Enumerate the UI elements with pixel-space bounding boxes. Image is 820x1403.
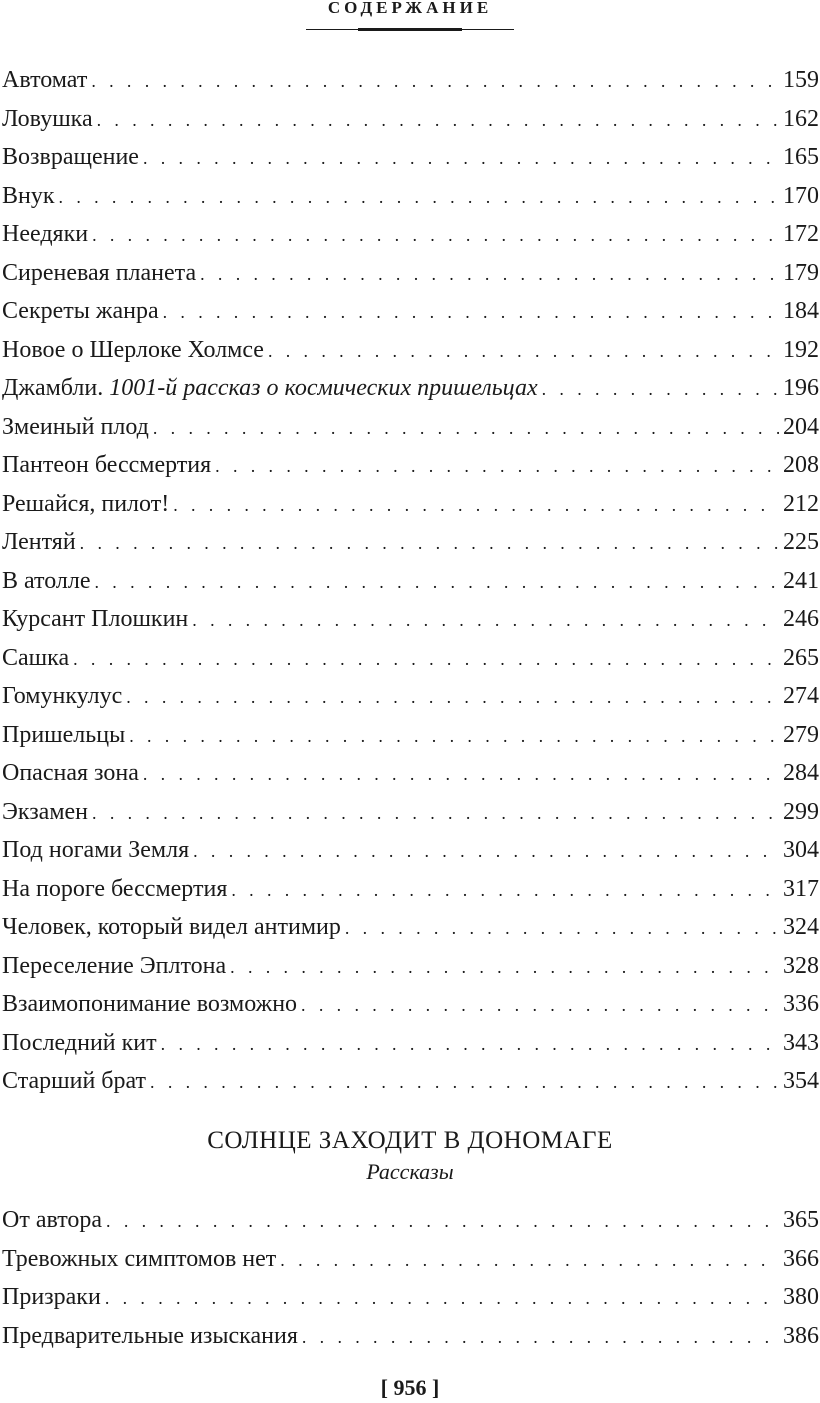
dot-leader (193, 832, 779, 871)
dot-leader (95, 563, 780, 602)
toc-entry-page: 354 (783, 1068, 819, 1094)
toc-entry-page: 304 (783, 837, 819, 863)
toc-entry[interactable] (0, 523, 820, 562)
toc-entry[interactable] (0, 215, 820, 254)
toc-entry-page: 328 (783, 952, 819, 979)
toc-entry[interactable] (0, 985, 820, 1024)
dot-leader (192, 601, 779, 640)
toc-entry-page: 246 (783, 606, 819, 632)
dot-leader (268, 332, 779, 371)
toc-entry-title: Тревожных симптомов нет (2, 1245, 277, 1272)
toc-entry-page: 279 (783, 721, 819, 748)
toc-entry-page: 204 (783, 413, 819, 440)
toc-entry[interactable] (0, 100, 820, 139)
toc-entry[interactable] (0, 446, 820, 485)
dot-leader (231, 871, 779, 910)
toc-entry[interactable] (0, 177, 820, 216)
toc-entry-page: 192 (783, 336, 819, 363)
dot-leader (345, 909, 779, 948)
dot-leader (153, 409, 779, 448)
toc-entry-page: 343 (783, 1029, 819, 1056)
dot-leader (126, 678, 779, 717)
dot-leader (73, 640, 779, 679)
toc-entry[interactable] (0, 562, 820, 601)
section-title: СОЛНЦЕ ЗАХОДИТ В ДОНОМАГЕ (207, 1127, 613, 1154)
toc-entry-subtitle: 1001-й рассказ о космических пришельцах (109, 375, 538, 401)
toc-entry-title: Решайся, пилот! (2, 490, 170, 517)
dot-leader (280, 1241, 779, 1280)
toc-entry-title: Гомункулус (2, 683, 123, 709)
toc-entry-page: 196 (783, 375, 819, 401)
dot-leader (129, 717, 779, 756)
toc-entry[interactable] (0, 61, 820, 100)
dot-leader (161, 1025, 779, 1064)
toc-entry[interactable] (0, 1240, 820, 1279)
toc-entry-page: 165 (783, 144, 819, 170)
dot-leader (173, 486, 779, 525)
toc-entry-page: 386 (783, 1322, 819, 1349)
dot-leader (215, 447, 779, 486)
toc-entry-title: Последний кит (2, 1029, 157, 1056)
dot-leader (92, 794, 779, 833)
dot-leader (59, 178, 779, 217)
toc-entry-title: Призраки (2, 1284, 101, 1310)
dot-leader (105, 1279, 779, 1318)
toc-entry-title: Экзамен (2, 798, 89, 825)
toc-entry[interactable] (0, 254, 820, 293)
toc-entry-title: Курсант Плошкин (2, 606, 189, 632)
dot-leader (80, 524, 779, 563)
toc-entry-title: Змеиный плод (2, 413, 149, 440)
running-header (0, 0, 820, 31)
toc-entry[interactable] (0, 485, 820, 524)
toc-entry-page: 284 (783, 760, 819, 786)
toc-entry-main-title: Джамбли. (2, 375, 104, 401)
dot-leader (230, 948, 779, 987)
toc-entry-page: 241 (783, 567, 819, 594)
toc-entry-title: Переселение Эплтона (2, 952, 227, 979)
toc-entry[interactable] (0, 1201, 820, 1240)
toc-entry-title: Сашка (2, 644, 70, 671)
page-number: [ 956 ] (380, 1375, 440, 1400)
dot-leader (97, 101, 779, 140)
toc-entry-title: Взаимопонимание возможно (2, 991, 298, 1017)
toc-entry-page: 208 (783, 452, 819, 478)
dot-leader (143, 139, 779, 178)
toc-entry-title: Под ногами Земля (2, 837, 190, 863)
toc-entry-title (0, 369, 538, 408)
toc-entry[interactable] (0, 1024, 820, 1063)
toc-entry[interactable] (0, 292, 820, 331)
toc-entry-page: 179 (783, 259, 819, 286)
toc-entry[interactable] (0, 600, 820, 639)
toc-entry[interactable] (0, 793, 820, 832)
toc-entry-title: Пришельцы (2, 721, 126, 748)
toc-entry[interactable] (0, 331, 820, 370)
dot-leader (200, 255, 779, 294)
section-heading (0, 1124, 820, 1186)
toc-entry[interactable] (0, 1317, 820, 1356)
toc-entry[interactable] (0, 947, 820, 986)
toc-entry-title: Секреты жанра (2, 298, 159, 324)
header-title: СОДЕРЖАНИЕ (327, 0, 493, 17)
toc-entry-page: 265 (783, 644, 819, 671)
toc-entry-page: 184 (783, 298, 819, 324)
toc-entry-title: Старший брат (2, 1068, 147, 1094)
dot-leader (542, 370, 779, 409)
toc-entry-title: Неедяки (2, 221, 89, 247)
toc-entry[interactable] (0, 1278, 820, 1317)
toc-entry-title: Человек, который видел антимир (2, 914, 341, 940)
toc-entry-page: 366 (783, 1245, 819, 1272)
toc-entry-title: Сиреневая планета (2, 259, 197, 286)
toc-entry-page: 159 (783, 67, 819, 93)
toc-entry-title: Лентяй (2, 529, 76, 555)
toc-entry[interactable] (0, 677, 820, 716)
toc-entry-title: Пантеон бессмертия (2, 452, 212, 478)
toc-entry[interactable] (0, 639, 820, 678)
toc-entry-title: Автомат (2, 67, 88, 93)
toc-entry-page: 170 (783, 182, 819, 209)
toc-entry-page: 212 (783, 490, 819, 517)
toc-entry[interactable] (0, 408, 820, 447)
toc-entry-page: 365 (783, 1207, 819, 1233)
toc-entry[interactable] (0, 754, 820, 793)
toc-entry-page: 299 (783, 798, 819, 825)
dot-leader (302, 1318, 779, 1357)
toc-entry-title: Возвращение (2, 144, 139, 170)
toc-entry[interactable] (0, 908, 820, 947)
dot-leader (92, 216, 779, 255)
dot-leader (106, 1202, 779, 1241)
toc-entry-title: От автора (2, 1207, 103, 1233)
section-subtitle: Рассказы (366, 1159, 454, 1184)
toc-entry[interactable] (0, 831, 820, 870)
toc-list-main (0, 61, 820, 1101)
dot-leader (150, 1063, 779, 1102)
toc-entry[interactable] (0, 716, 820, 755)
dot-leader (163, 293, 779, 332)
toc-entry-title: Ловушка (2, 105, 93, 132)
toc-entry-title: Внук (2, 182, 55, 209)
toc-entry-page: 162 (783, 105, 819, 132)
dot-leader (143, 755, 779, 794)
toc-entry-title: Опасная зона (2, 760, 139, 786)
toc-entry-page: 380 (783, 1284, 819, 1310)
toc-entry[interactable] (0, 138, 820, 177)
toc-entry[interactable] (0, 1062, 820, 1101)
header-rule-thick (358, 28, 462, 31)
toc-entry-page: 324 (783, 914, 819, 940)
dot-leader (91, 62, 779, 101)
toc-entry-page: 172 (783, 221, 819, 247)
toc-entry[interactable] (0, 870, 820, 909)
toc-entry-page: 225 (783, 529, 819, 555)
toc-entry-title: В атолле (2, 567, 91, 594)
toc-entry-page: 317 (783, 875, 819, 902)
header-rule (306, 28, 514, 31)
toc-entry-title: На пороге бессмертия (2, 875, 228, 902)
toc-list-section (0, 1201, 820, 1355)
toc-entry-page: 336 (783, 991, 819, 1017)
toc-entry[interactable] (0, 369, 820, 408)
toc-entry-page: 274 (783, 683, 819, 709)
dot-leader (301, 986, 779, 1025)
toc-entry-title: Новое о Шерлоке Холмсе (2, 336, 264, 363)
toc-entry-title: Предварительные изыскания (2, 1322, 298, 1349)
